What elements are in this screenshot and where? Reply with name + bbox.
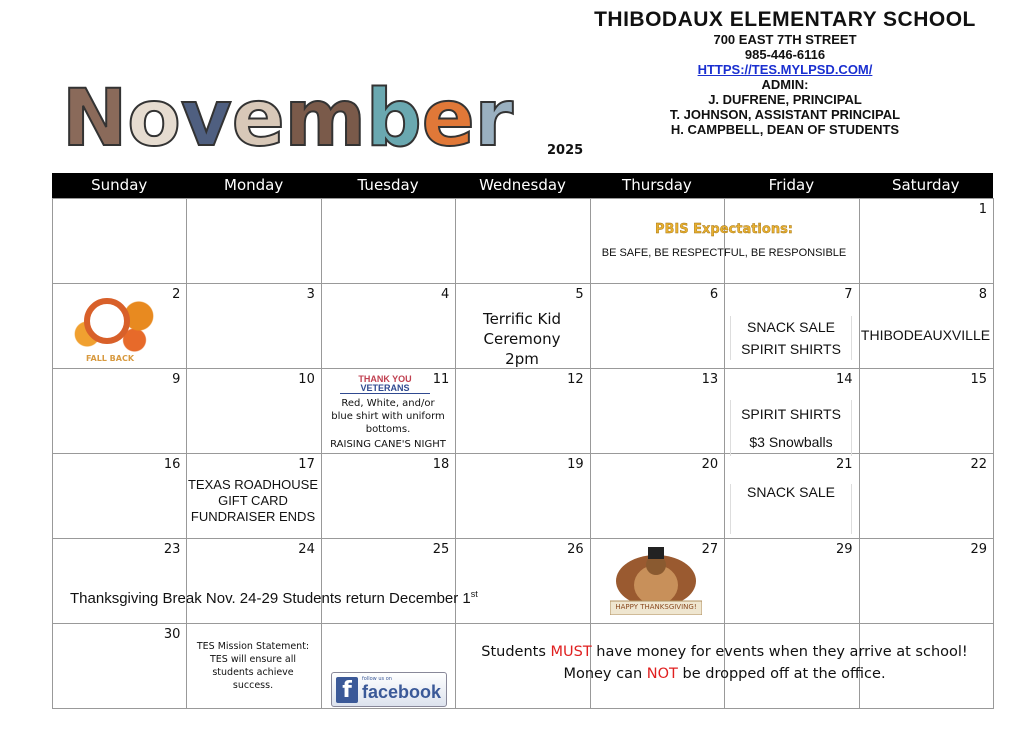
facebook-label: facebook <box>362 682 442 702</box>
weekday-monday: Monday <box>224 176 284 194</box>
event-line: FUNDRAISER ENDS <box>190 509 316 524</box>
veterans-line: VETERANS <box>340 384 430 394</box>
month-letter: N <box>62 74 128 164</box>
weekday-wednesday: Wednesday <box>479 176 566 194</box>
terrific-kid-event <box>455 309 589 369</box>
veterans-line: THANK YOU <box>358 374 412 384</box>
school-info <box>585 8 985 137</box>
day-number: 26 <box>567 542 584 557</box>
pbis-title: PBIS Expectations: <box>654 222 794 237</box>
day-number: 6 <box>709 287 719 302</box>
school-name: THIBODAUX ELEMENTARY SCHOOL <box>594 8 976 31</box>
day-number: 12 <box>567 372 584 387</box>
day-number: 16 <box>163 457 181 472</box>
day-number: 23 <box>163 542 181 557</box>
event-line: SPIRIT SHIRTS <box>741 406 841 422</box>
day-cell <box>456 454 590 539</box>
day-number: 1 <box>978 202 987 217</box>
day-number: 30 <box>163 627 181 642</box>
day-number: 3 <box>306 287 315 302</box>
year: 2025 <box>547 143 584 158</box>
event-line: SPIRIT SHIRTS <box>741 341 841 357</box>
event-line: GIFT CARD <box>218 493 288 508</box>
admin-dean: H. CAMPBELL, DEAN OF STUDENTS <box>670 122 900 137</box>
month-letter: b <box>365 74 422 164</box>
day-cell <box>53 369 187 454</box>
day-cell <box>53 454 187 539</box>
event-line: bottoms. <box>365 424 411 435</box>
admin-principal: J. DUFRENE, PRINCIPAL <box>708 92 862 107</box>
event-line: RAISING CANE'S NIGHT <box>330 439 446 450</box>
day-number: 10 <box>298 372 315 387</box>
event-line: SNACK SALE <box>747 319 835 335</box>
day-cell <box>591 369 725 454</box>
weekday-thursday: Thursday <box>622 176 692 194</box>
happy-thanksgiving-label: HAPPY THANKSGIVING! <box>615 603 697 611</box>
weekday-saturday: Saturday <box>891 176 960 194</box>
event-line: Ceremony <box>483 330 561 348</box>
note-text: Thanksgiving Break Nov. 24-29 Students return December 1 <box>70 590 471 607</box>
day-number: 7 <box>844 287 853 302</box>
day-number: 29 <box>970 542 987 557</box>
notice-emphasis: NOT <box>646 666 678 682</box>
nov11-event <box>321 397 455 451</box>
day-number: 8 <box>978 287 987 302</box>
month-letter: m <box>284 74 366 164</box>
event-line: TEXAS ROADHOUSE <box>187 477 319 492</box>
day-cell <box>456 369 590 454</box>
weekday-header <box>52 173 993 198</box>
day-cell <box>187 199 321 284</box>
day-number: 25 <box>432 542 450 557</box>
notice-text: Money can <box>563 666 647 682</box>
day-number: 2 <box>172 287 181 302</box>
day-cell <box>322 454 456 539</box>
clock-icon <box>84 298 130 344</box>
mission-line: TES Mission Statement: <box>196 641 310 652</box>
pbis-text: BE SAFE, BE RESPECTFUL, BE RESPONSIBLE <box>601 247 847 259</box>
money-notice <box>456 641 993 685</box>
day-cell <box>53 539 187 624</box>
fall-back-label: FALL BACK <box>85 354 135 363</box>
day-number: 14 <box>836 372 853 387</box>
day-number: 17 <box>298 457 315 472</box>
nov8-event: THIBODEAUXVILLE <box>860 327 991 343</box>
day-number: 27 <box>701 542 719 557</box>
day-cell <box>187 284 321 369</box>
nov21-event: SNACK SALE <box>730 484 852 534</box>
notice-emphasis: MUST <box>550 644 592 660</box>
thanksgiving-break-note <box>70 589 478 607</box>
event-line: $3 Snowballs <box>749 434 833 450</box>
mission-line: students achieve <box>212 667 294 678</box>
facebook-icon: f <box>336 677 358 703</box>
day-cell <box>53 624 187 709</box>
notice-text: Students <box>481 644 551 660</box>
day-cell <box>187 539 321 624</box>
day-cell <box>53 199 187 284</box>
day-cell <box>456 539 590 624</box>
admin-assistant: T. JOHNSON, ASSISTANT PRINCIPAL <box>669 107 901 122</box>
weekday-friday: Friday <box>768 176 815 194</box>
month-letter: e <box>421 74 475 164</box>
day-cell <box>860 369 994 454</box>
day-cell <box>456 199 590 284</box>
weekday-sunday: Sunday <box>91 176 148 194</box>
month-letter: v <box>180 74 232 164</box>
event-line: Red, White, and/or <box>341 398 435 409</box>
month-letter: r <box>474 74 514 164</box>
day-cell <box>322 199 456 284</box>
day-number: 9 <box>172 372 181 387</box>
nov7-event <box>730 316 852 360</box>
month-letter: e <box>231 74 285 164</box>
day-number: 20 <box>701 457 719 472</box>
day-number: 5 <box>575 287 584 302</box>
event-line: 2pm <box>505 350 539 368</box>
admin-label: ADMIN: <box>761 77 809 92</box>
day-cell <box>860 539 994 624</box>
note-sup: st <box>470 589 478 599</box>
event-line: blue shirt with uniform <box>331 411 445 422</box>
nov14-event <box>730 400 852 456</box>
day-cell <box>187 369 321 454</box>
event-line: Terrific Kid <box>482 310 562 328</box>
nov17-event <box>186 477 320 525</box>
thank-you-veterans-logo <box>340 375 430 394</box>
day-cell <box>591 284 725 369</box>
day-cell <box>591 454 725 539</box>
day-number: 29 <box>836 542 853 557</box>
mission-line: TES will ensure all <box>209 654 297 665</box>
phone: 985-446-6116 <box>744 47 826 62</box>
day-number: 21 <box>836 457 853 472</box>
day-cell <box>860 454 994 539</box>
day-number: 13 <box>701 372 719 387</box>
day-cell <box>322 539 456 624</box>
day-cell <box>322 284 456 369</box>
facebook-small: follow us on <box>362 676 392 682</box>
address: 700 EAST 7TH STREET <box>713 32 857 47</box>
day-number: 22 <box>970 457 987 472</box>
month-title <box>62 40 514 164</box>
calendar-grid <box>52 198 994 709</box>
day-number: 15 <box>970 372 987 387</box>
day-cell <box>725 539 859 624</box>
day-number: 24 <box>298 542 315 557</box>
notice-text: have money for events when they arrive at school! <box>591 644 968 660</box>
website-link[interactable]: HTTPS://TES.MYLPSD.COM/ <box>697 62 873 77</box>
day-cell <box>725 199 859 284</box>
day-number: 18 <box>432 457 450 472</box>
day-cell <box>591 199 725 284</box>
mission-statement <box>186 640 320 692</box>
weekday-tuesday: Tuesday <box>357 176 419 194</box>
day-number: 19 <box>567 457 584 472</box>
day-number: 11 <box>432 372 450 387</box>
day-number: 4 <box>441 287 450 302</box>
mission-line: success. <box>232 680 274 691</box>
day-cell <box>860 199 994 284</box>
month-letter: o <box>127 74 181 164</box>
facebook-button[interactable] <box>331 672 447 707</box>
notice-text: be dropped off at the office. <box>677 666 886 682</box>
